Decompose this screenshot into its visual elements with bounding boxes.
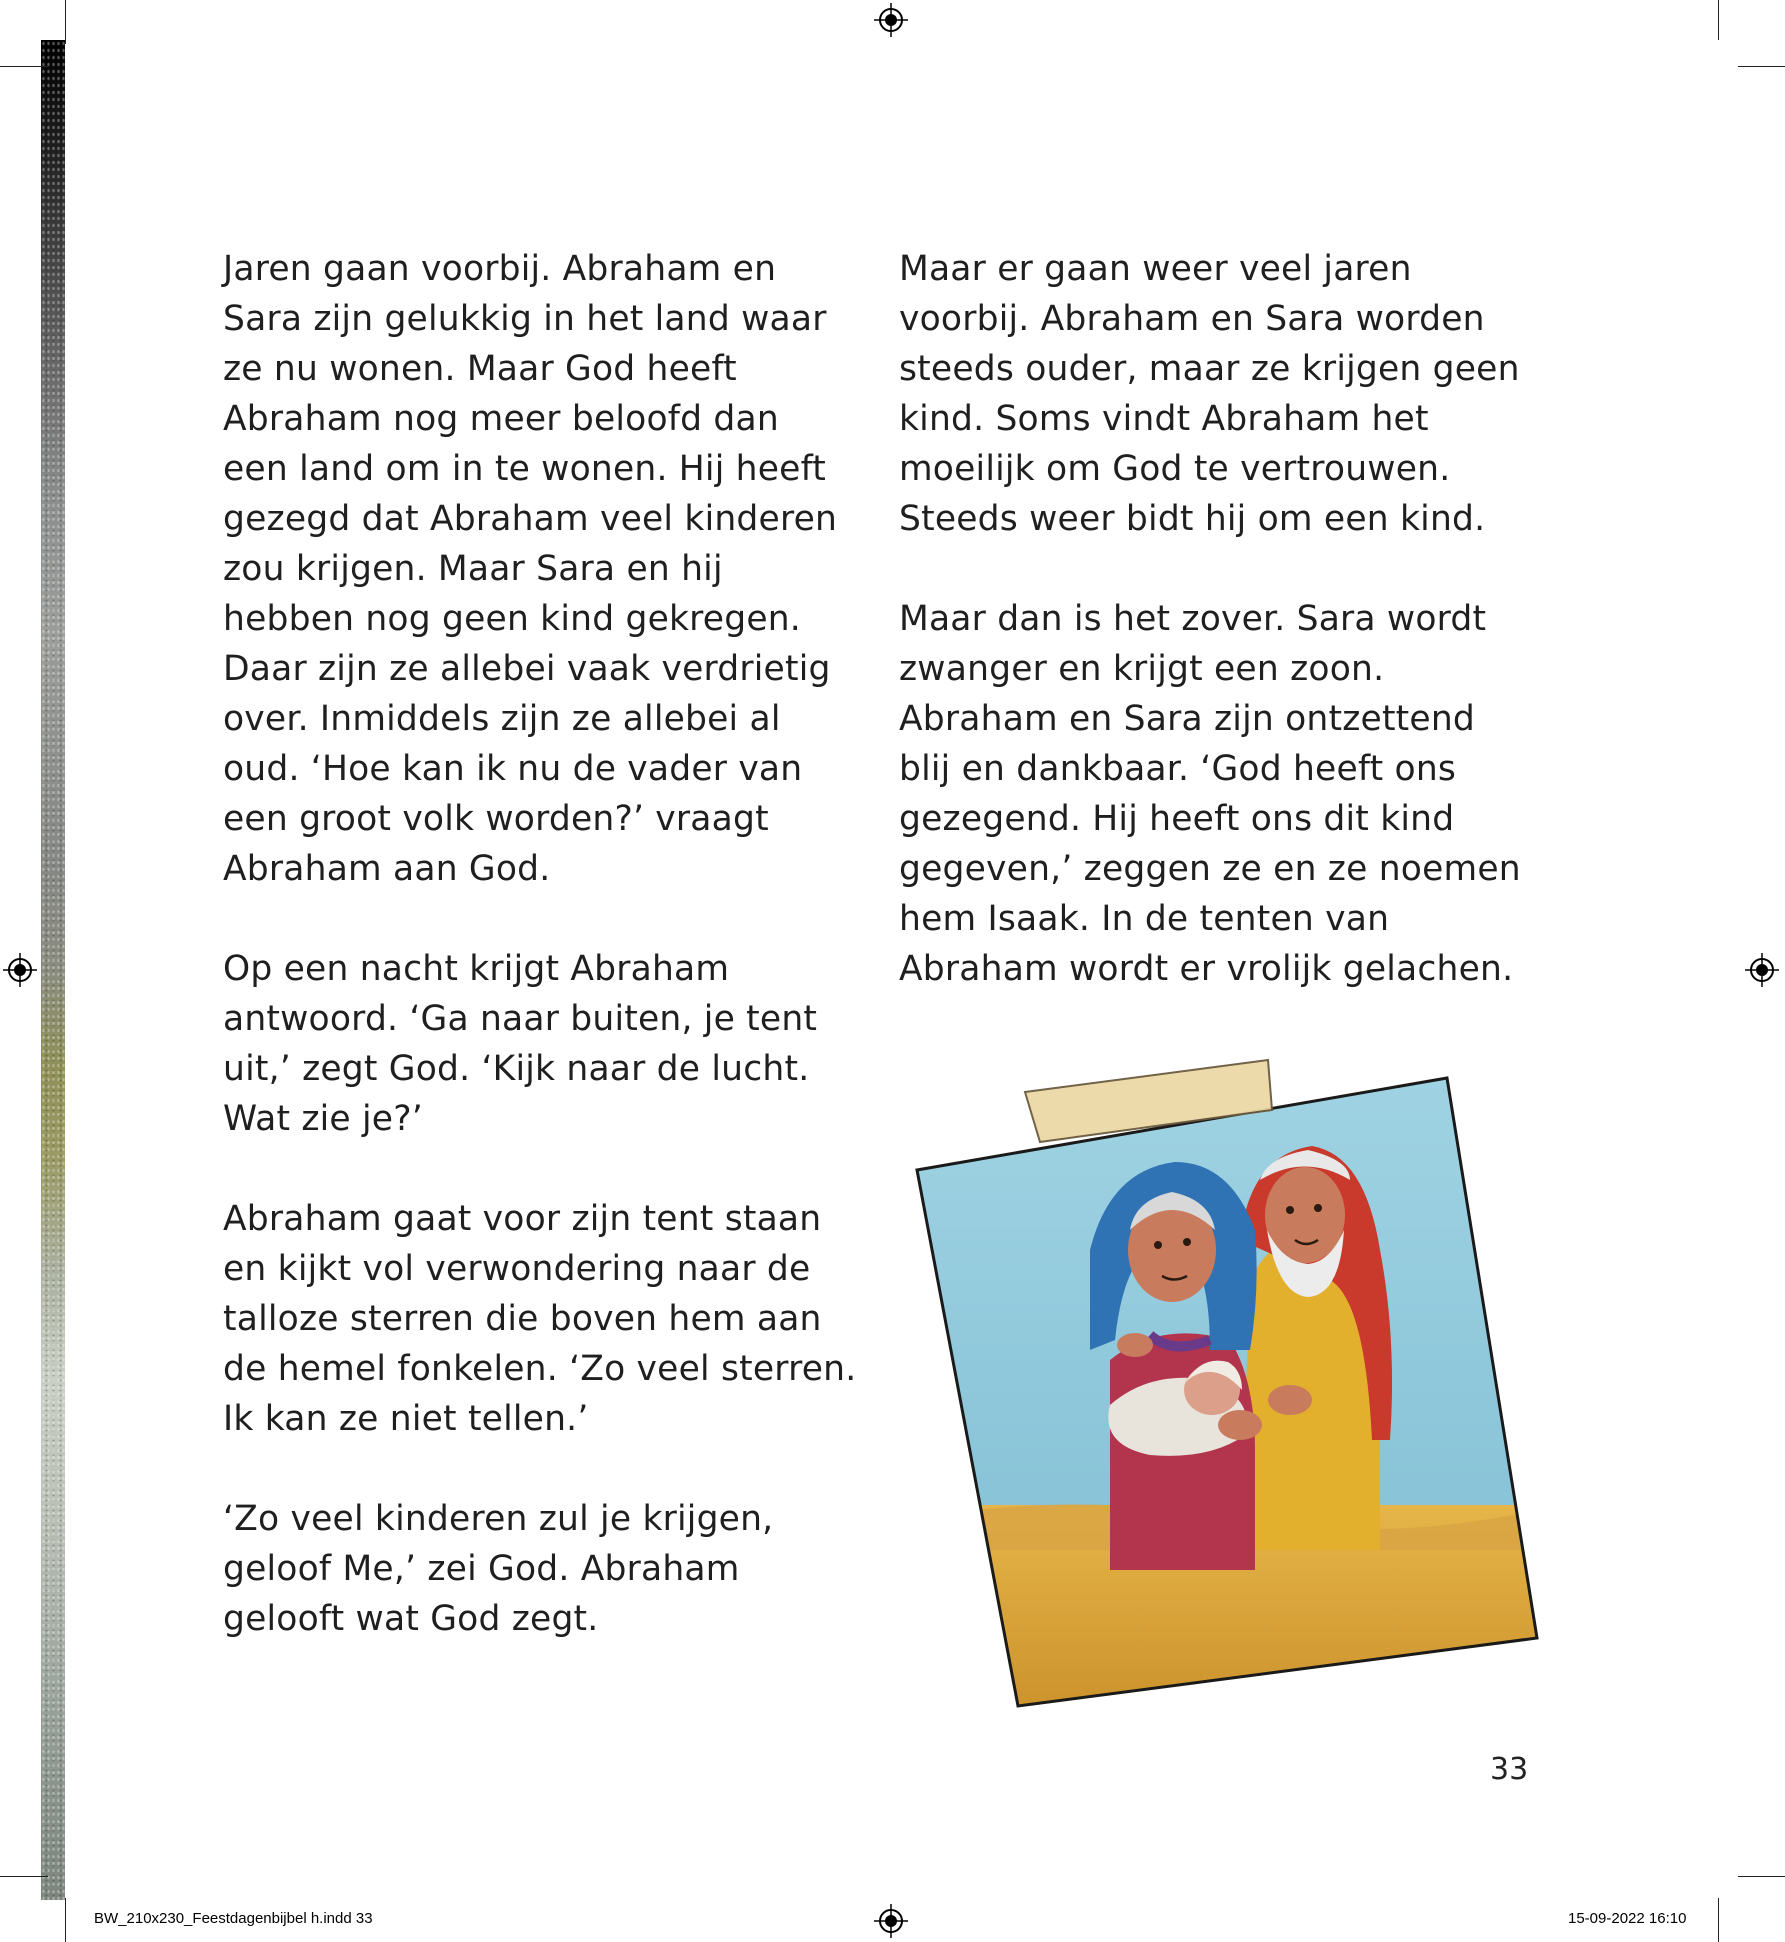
paragraph: Jaren gaan voorbij. Abraham en Sara zijn gelukkig in het land waar ze nu wonen. Maar God heeft Abraham nog meer beloofd dan een land om in te wonen. Hij heeft gezegd dat Abraham veel kinderen zou krijgen. Maar Sara en hij hebben nog geen kind gekregen. Daar zijn ze allebei vaak verdrietig over. Inmiddels zijn ze allebei al oud. ‘Hoe kan ik nu de vader van een groot volk worden?’ vraagt Abraham aan God. [223, 249, 838, 889]
crop-mark [1718, 0, 1719, 40]
paragraph: Op een nacht krijgt Abraham antwoord. ‘Ga naar buiten, je tent uit,’ zegt God. ‘Kijk naar de lucht. Wat zie je?’ [223, 949, 818, 1139]
crop-mark [65, 1898, 66, 1942]
crop-mark [1738, 66, 1785, 67]
page-number: 33 [1490, 1752, 1529, 1787]
photo [910, 1078, 1560, 1730]
slug-filename: BW_210x230_Feestdagenbijbel h.indd 33 [94, 1910, 373, 1927]
crop-mark [65, 0, 66, 44]
registration-mark-icon [874, 3, 908, 37]
left-column [223, 244, 873, 1694]
paragraph: Abraham gaat voor zijn tent staan en kijkt vol verwondering naar de talloze sterren die boven hem aan de hemel fonkelen. ‘Zo veel sterren. Ik kan ze niet tellen.’ [223, 1199, 857, 1439]
crop-mark [0, 66, 48, 67]
crop-mark [1738, 1876, 1785, 1877]
right-column [899, 244, 1549, 1044]
slug-date: 15-09-2022 16:10 [1568, 1910, 1687, 1927]
family-illustration [910, 1050, 1560, 1730]
bleed-strip [41, 40, 65, 1900]
crop-mark [1718, 1898, 1719, 1942]
paragraph: ‘Zo veel kinderen zul je krijgen, geloof Me,’ zei God. Abraham gelooft wat God zegt. [223, 1499, 774, 1639]
paragraph: Maar dan is het zover. Sara wordt zwanger en krijgt een zoon. Abraham en Sara zijn ontzettend blij en dankbaar. ‘God heeft ons gezegend. Hij heeft ons dit kind gegeven,’ zeggen ze en ze noemen hem Isaak. In de tenten van Abraham wordt er vrolijk gelachen. [899, 599, 1521, 989]
registration-mark-icon [874, 1904, 908, 1938]
crop-mark [0, 1876, 48, 1877]
registration-mark-icon [3, 953, 37, 987]
paragraph: Maar er gaan weer veel jaren voorbij. Abraham en Sara worden steeds ouder, maar ze krijgen geen kind. Soms vindt Abraham het moeilijk om God te vertrouwen. Steeds weer bidt hij om een kind. [899, 249, 1520, 539]
registration-mark-icon [1745, 953, 1779, 987]
